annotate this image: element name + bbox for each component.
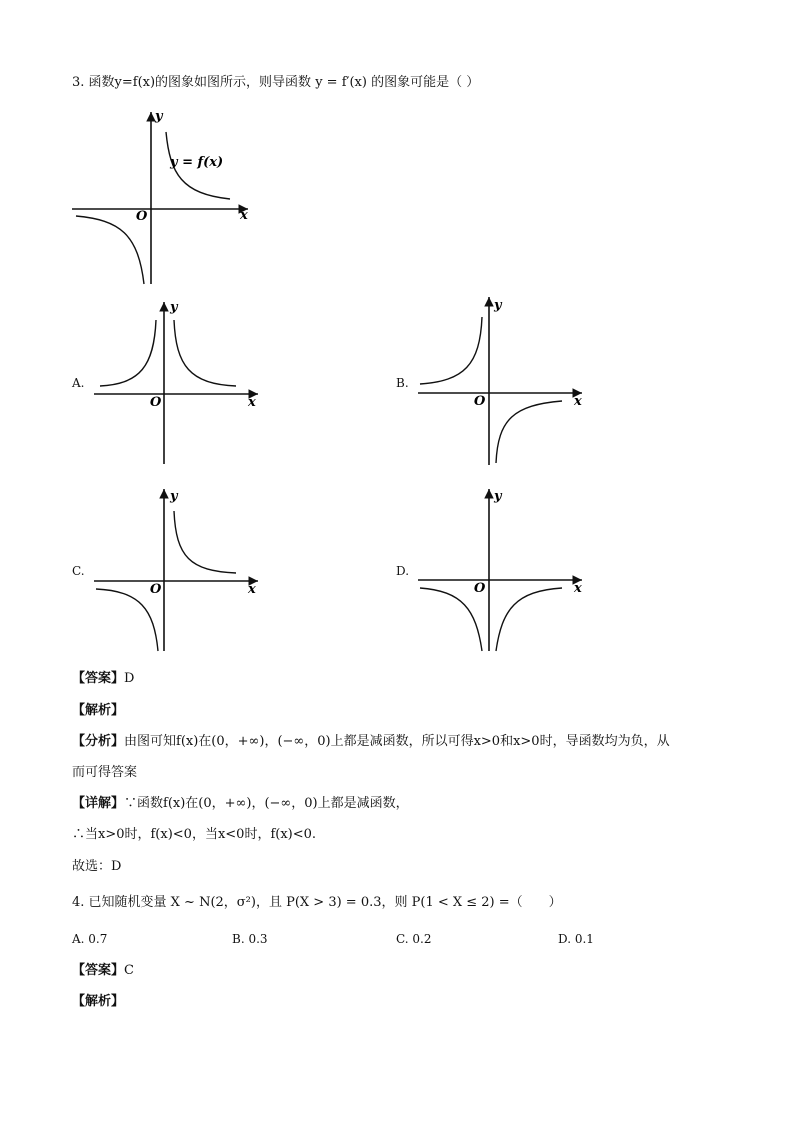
option-a-ylabel: y [170, 300, 178, 315]
option-a-graph[interactable] [90, 296, 270, 466]
main-ylabel: y [155, 109, 163, 124]
q3-detail-text: ∵函数f(x)在(0，+∞)，(−∞，0)上都是减函数， [124, 796, 409, 811]
option-d-letter[interactable]: D. [396, 564, 410, 578]
q3-conclusion: 故选：D [72, 859, 122, 874]
q3-stem: 3. 函数y=f(x)的图象如图所示，则导函数 y = f′(x) 的图象可能是（ ） [72, 75, 480, 90]
option-a-letter[interactable]: A. [72, 376, 85, 390]
main-curve-label: y = f(x) [170, 155, 224, 170]
option-b-origin: O [474, 394, 486, 409]
option-c-origin: O [150, 582, 162, 597]
q3-fenxi-tag: 【分析】 [72, 734, 125, 749]
option-c-letter[interactable]: C. [72, 564, 85, 578]
q4-option-c[interactable]: C. 0.2 [396, 932, 432, 946]
q3-fenxi-text: 由图可知f(x)在(0，+∞)，(−∞，0)上都是减函数，所以可得x>0和x>0时，导函数均为负，从 [124, 734, 670, 749]
option-b-graph[interactable] [414, 293, 594, 468]
q4-stem: 4. 已知随机变量 X ~ N(2，σ²)，且 P(X > 3) = 0.3，则 P(1 < X ≤ 2) =（ ） [72, 895, 562, 910]
q4-answer-line [72, 962, 134, 980]
q4-option-d[interactable]: D. 0.1 [558, 932, 594, 946]
option-d-ylabel: y [494, 489, 502, 504]
option-a-origin: O [150, 395, 162, 410]
option-c-ylabel: y [170, 489, 178, 504]
q3-analysis-tag: 【解析】 [72, 703, 125, 718]
q4-option-b[interactable]: B. 0.3 [232, 932, 268, 946]
option-b-xlabel: x [574, 394, 582, 409]
main-graph [70, 104, 270, 289]
option-d-origin: O [474, 581, 486, 596]
option-a-xlabel: x [248, 395, 256, 410]
q3-fenxi-line1 [72, 733, 670, 751]
option-d-xlabel: x [574, 581, 582, 596]
main-xlabel: x [240, 208, 248, 223]
q4-analysis-tag: 【解析】 [72, 994, 125, 1009]
option-d-graph[interactable] [414, 485, 594, 655]
q3-answer-value: D [124, 671, 135, 686]
q3-answer-line [72, 670, 134, 688]
q4-answer-tag: 【答案】 [72, 963, 125, 978]
option-b-letter[interactable]: B. [396, 376, 409, 390]
q3-answer-tag: 【答案】 [72, 671, 125, 686]
q3-detail-line1 [72, 795, 409, 813]
q4-answer-value: C [124, 963, 134, 978]
option-c-xlabel: x [248, 582, 256, 597]
q3-detail-tag: 【详解】 [72, 796, 125, 811]
option-c-graph[interactable] [90, 485, 270, 655]
option-b-ylabel: y [494, 298, 502, 313]
q3-detail-line2: ∴当x>0时，f(x)<0，当x<0时，f(x)<0. [72, 827, 317, 842]
q4-option-a[interactable]: A. 0.7 [72, 932, 108, 946]
q3-fenxi-line2: 而可得答案 [72, 765, 138, 780]
main-origin: O [136, 209, 148, 224]
curve-left [76, 216, 144, 284]
